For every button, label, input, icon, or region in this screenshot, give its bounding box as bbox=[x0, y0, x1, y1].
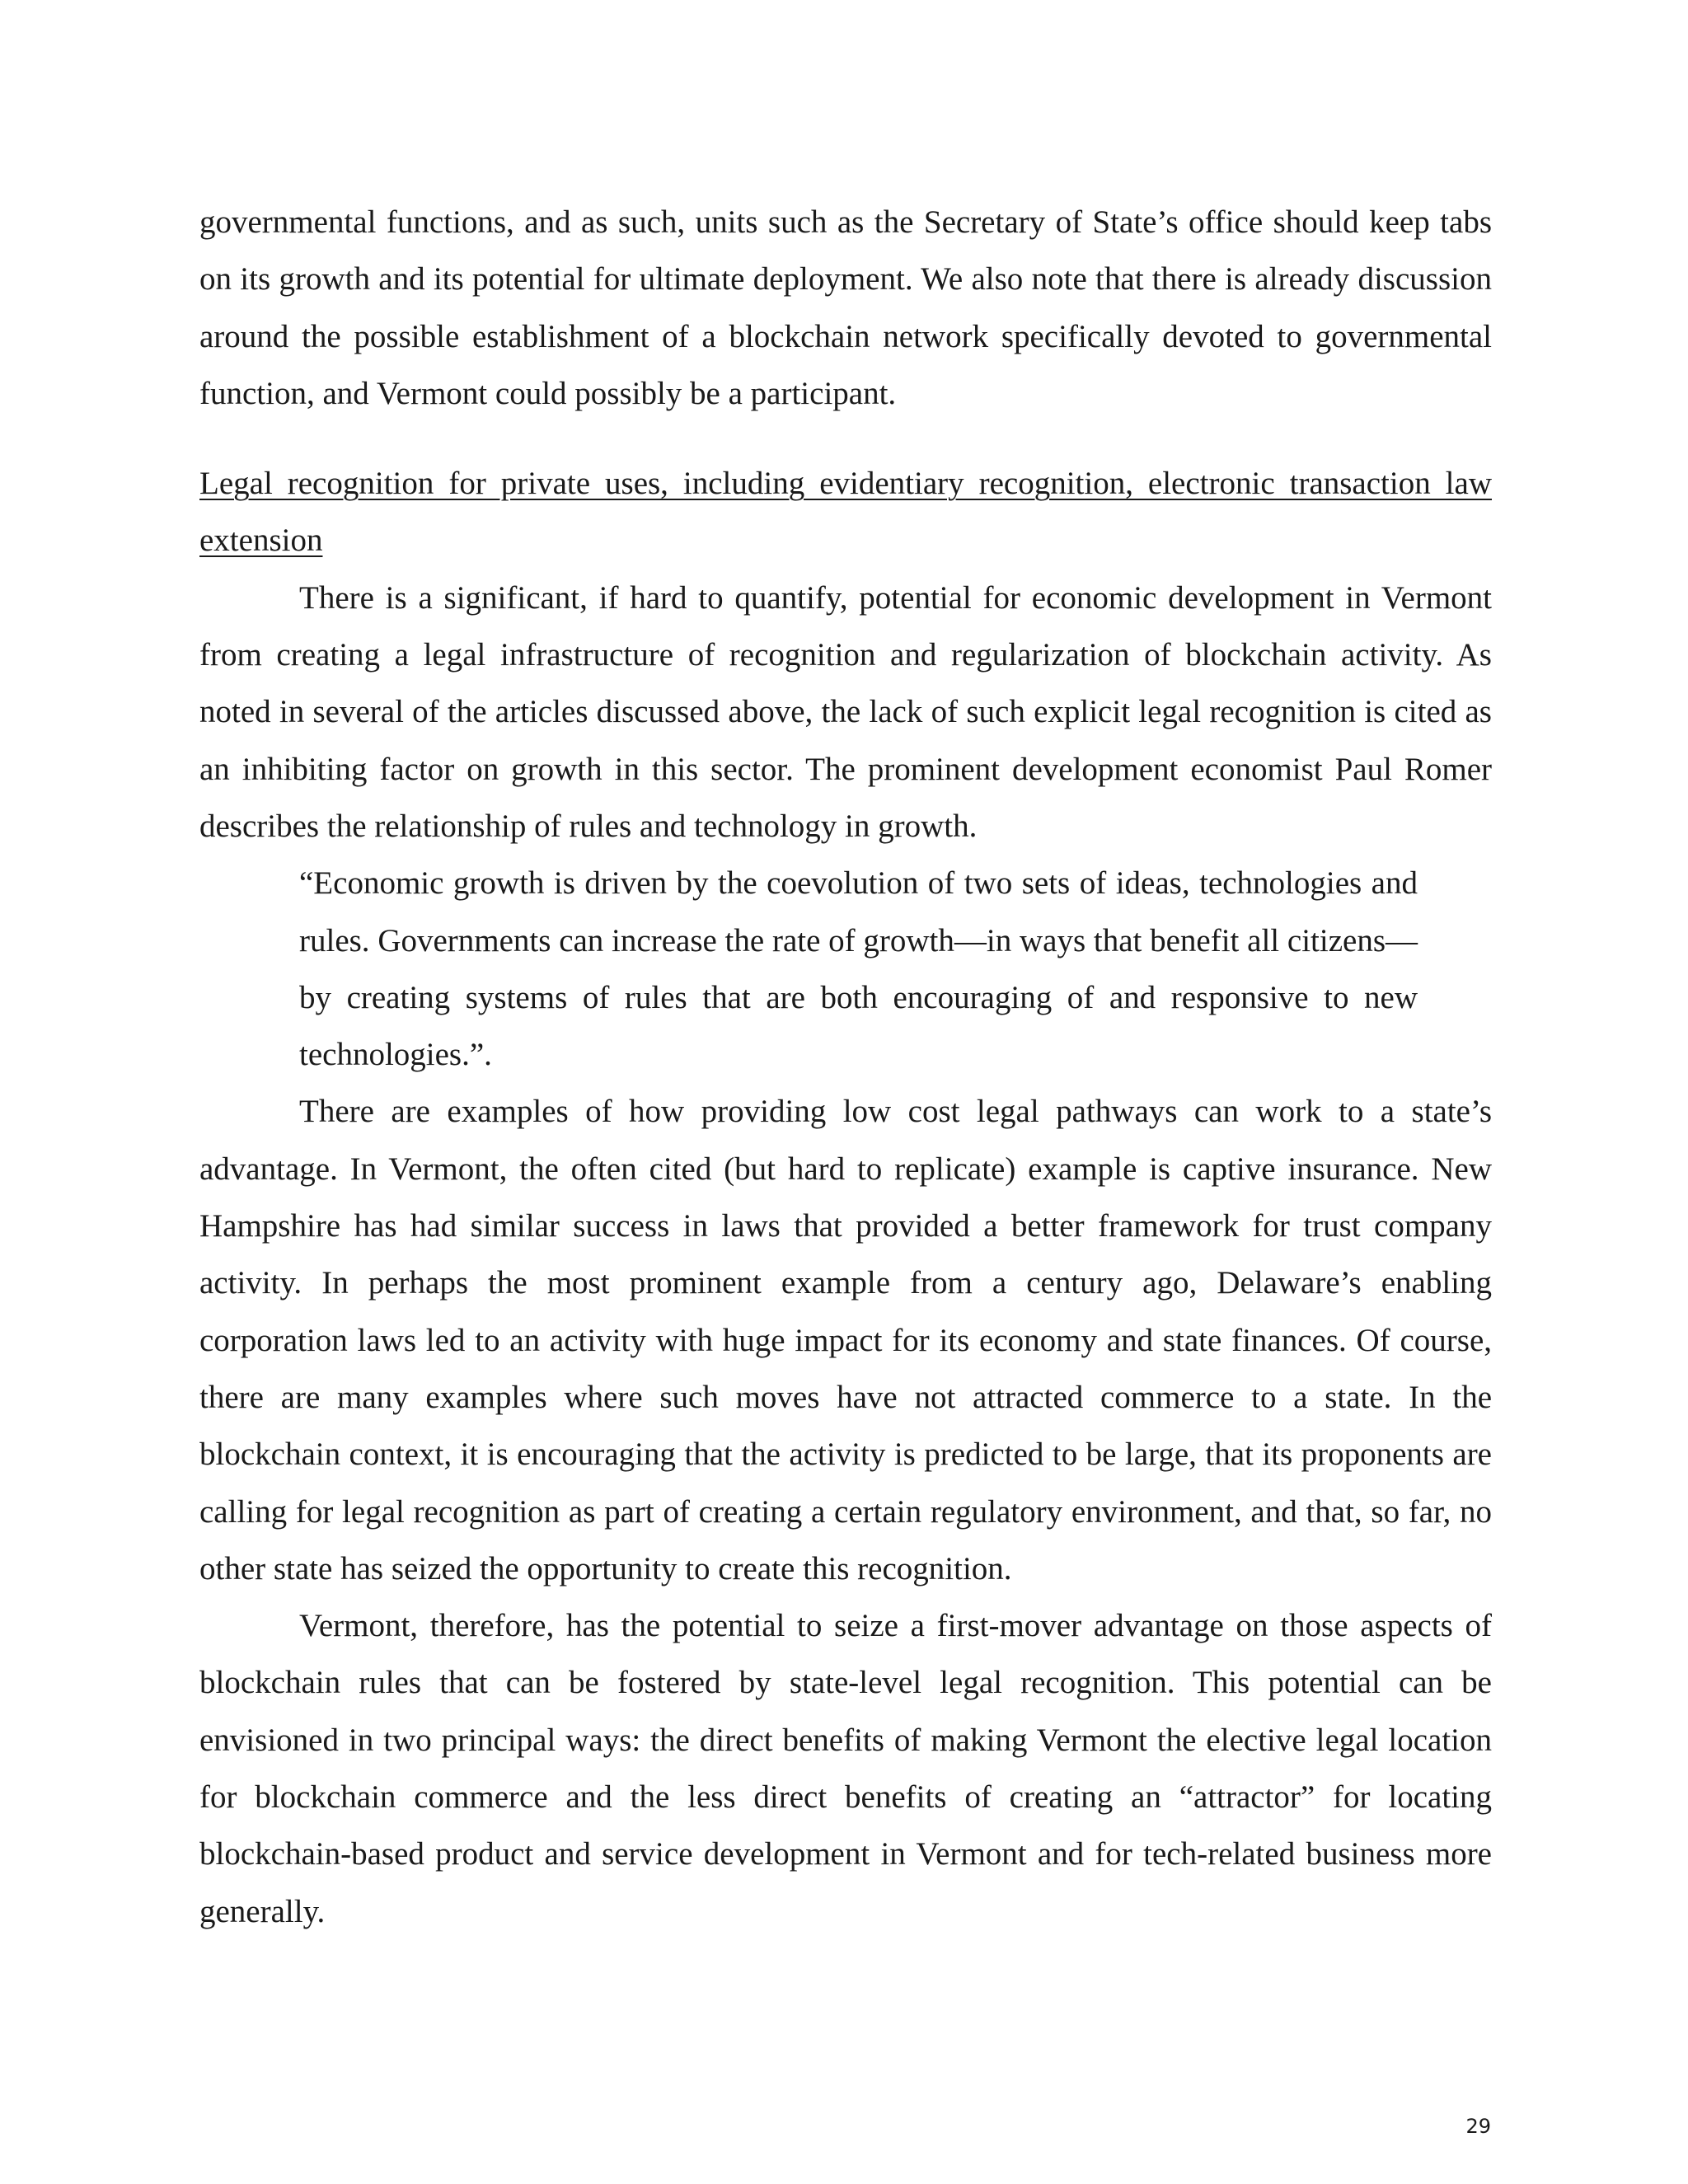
intro-paragraph: governmental functions, and as such, units such as the Secretary of State’s office should keep tabs on its growth and its potential for ultimate deployment. We also note that there is already discussion around the possible establishment of a blockchain network specifically devoted to governmental function, and Vermont could possibly be a participant. bbox=[199, 204, 1492, 411]
romer-block-quote: “Economic growth is driven by the coevolution of two sets of ideas, technologies and rules. Governments can increase the rate of growth—in ways that benefit all citizens—by creating systems of rules that are both encouraging of and responsive to new technologies.”. bbox=[299, 865, 1418, 1073]
page-number: 29 bbox=[1465, 2115, 1491, 2138]
body-paragraph-first-mover: Vermont, therefore, has the potential to seize a first-mover advantage on those aspects of blockchain rules that can be fostered by state-level legal recognition. This potential can be envisioned in two principal ways: the direct benefits of making Vermont the elective legal location for blockchain commerce and the less direct benefits of creating an “attractor” for locating blockchain-based product and service development in Vermont and for tech-related business more generally. bbox=[199, 1608, 1492, 1929]
body-paragraph-state-examples: There are examples of how providing low cost legal pathways can work to a state’s advantage. In Vermont, the often cited (but hard to replicate) example is captive insurance. New Hampshire has had similar success in laws that provided a better framework for trust company activity. In perhaps the most prominent example from a century ago, Delaware’s enabling corporation laws led to an activity with huge impact for its economy and state finances. Of course, there are many examples where such moves have not attracted commerce to a state. In the blockchain context, it is encouraging that the activity is predicted to be large, that its proponents are calling for legal recognition as part of creating a certain regulatory environment, and that, so far, no other state has seized the opportunity to create this recognition. bbox=[199, 1094, 1492, 1586]
body-paragraph-economic-development: There is a significant, if hard to quantify, potential for economic development in Vermont from creating a legal infrastructure of recognition and regularization of blockchain activity. As noted in several of the articles discussed above, the lack of such explicit legal recognition is cited as an inhibiting factor on growth in this sector. The prominent development economist Paul Romer describes the relationship of rules and technology in growth. bbox=[199, 579, 1492, 844]
section-heading: Legal recognition for private uses, including evidentiary recognition, electronic transaction law extension bbox=[199, 466, 1492, 559]
page-body bbox=[199, 194, 1492, 1940]
